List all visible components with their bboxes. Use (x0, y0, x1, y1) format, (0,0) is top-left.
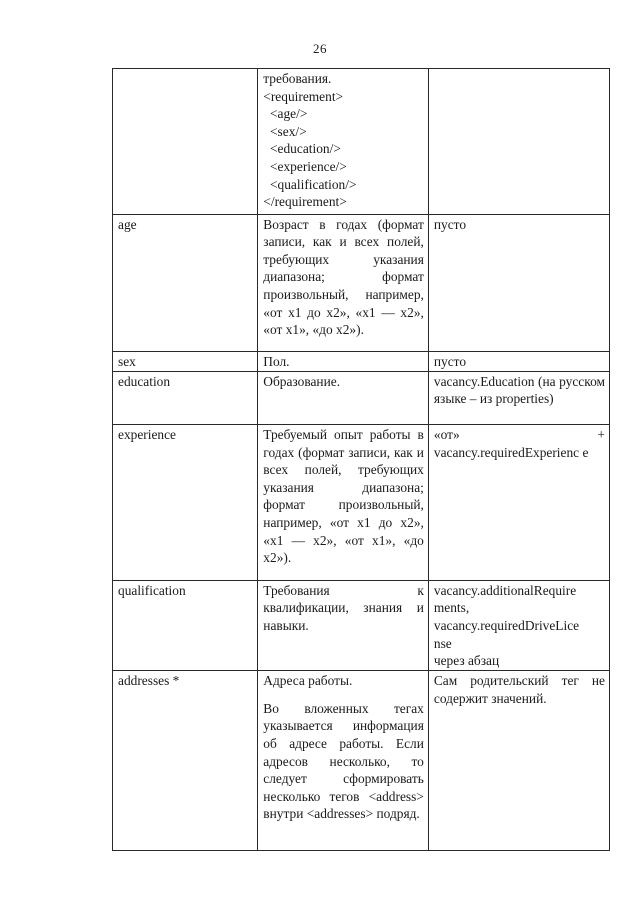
source-line: vacancy.additionalRequire (433, 582, 577, 598)
description-line: <age/> (263, 106, 308, 122)
description-line: <experience/> (263, 158, 347, 174)
description-cell: Требуемый опыт работы в годах (формат записи, как и всех полей, требующих указания диапазона; формат произвольный, например, «от x1 до x2», «x1 — x2», «от x1», «до x2»). (258, 425, 429, 581)
field-name-cell: age (113, 214, 258, 352)
field-name-cell: education (113, 371, 258, 424)
source-lines (434, 582, 605, 670)
page-number: 26 (313, 41, 327, 56)
field-mapping-table (112, 68, 610, 851)
description-paragraph: Во вложенных тегах указывается информация об адресе работы. Если адресов несколько, то следует сформировать несколько тегов <address> внутри <addresses> подряд. (263, 700, 424, 822)
source-cell: Сам родительский тег не содержит значений. (428, 671, 609, 851)
field-name-cell (113, 69, 258, 215)
table-row (113, 671, 610, 851)
source-cell (428, 580, 609, 670)
table-row (113, 214, 610, 352)
description-paragraph: Адреса работы. (263, 673, 353, 689)
source-cell: пусто (428, 352, 609, 372)
description-cell: Образование. (258, 371, 429, 424)
source-line: nse (433, 635, 452, 651)
table-row (113, 69, 610, 215)
description-line: <requirement> (263, 88, 344, 104)
table-row (113, 580, 610, 670)
source-cell: «от» + vacancy.requiredExperienc e (428, 425, 609, 581)
source-cell: vacancy.Education (на русском языке – из properties) (428, 371, 609, 424)
field-name-cell: sex (113, 352, 258, 372)
description-cell (258, 671, 429, 851)
field-name-cell: addresses * (113, 671, 258, 851)
description-line: требования. (263, 71, 332, 86)
source-cell: пусто (428, 214, 609, 352)
description-line: </requirement> (263, 194, 347, 210)
source-cell (428, 69, 609, 215)
source-line: ments, (433, 600, 470, 616)
description-cell: Требования к квалификации, знания и навыки. (258, 580, 429, 670)
table-row (113, 425, 610, 581)
field-name-cell: experience (113, 425, 258, 581)
requirement-xml-block (263, 70, 424, 211)
description-line: <qualification/> (263, 176, 357, 192)
description-line: <sex/> (263, 123, 307, 139)
description-line: <education/> (263, 141, 341, 157)
table-row (113, 371, 610, 424)
description-cell (258, 69, 429, 215)
table-row (113, 352, 610, 372)
source-line: vacancy.requiredDriveLice (433, 617, 580, 633)
description-cell: Возраст в годах (формат записи, как и всех полей, требующих указания диапазона; формат произвольный, например, «от x1 до x2», «x1 — x2», «от x1», «до x2»). (258, 214, 429, 352)
field-name-cell: qualification (113, 580, 258, 670)
description-cell: Пол. (258, 352, 429, 372)
source-line: через абзац (433, 653, 500, 669)
